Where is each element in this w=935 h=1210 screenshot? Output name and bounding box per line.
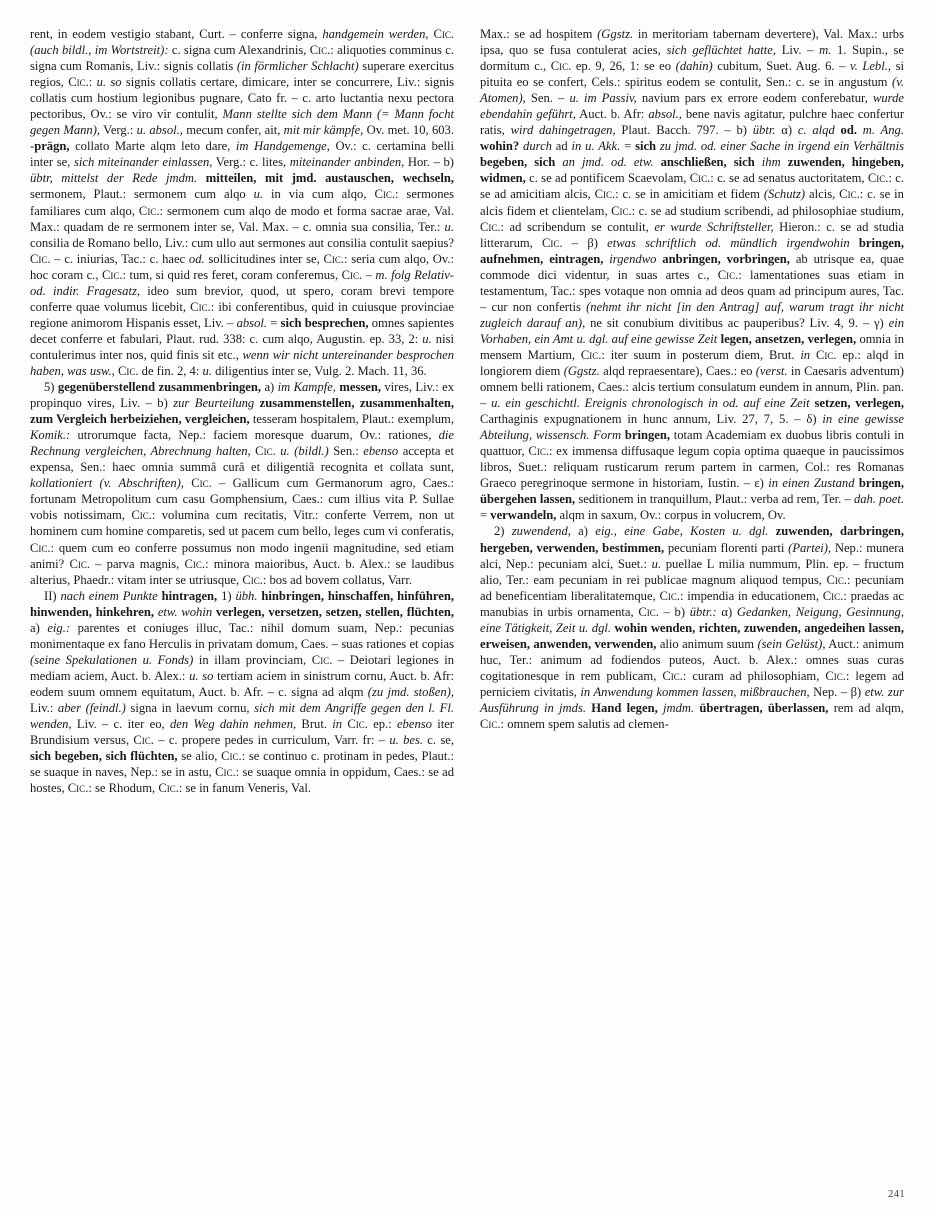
text-paragraph: Max.: se ad hospitem (Ggstz. in meritoriam tabernam devertere), Val. Max.: urbs ipsa, quo se fusa contulerat acies, sich geflüchtet hatte, Liv. – m. 1. Supin., se dormitum c., Cic. ep. 9, 26, 1: se eo (dahin) cubitum, Suet. Aug. 6. – v. Lebl., si pituita eo se confert, Cels.: spiritus eodem se contulit, Sen.: c. se in angustum (v. Atomen), Sen. – u. im Passiv, navium pars ex errore eodem conferebatur, wurde ebendahin geführt, Auct. b. Afr: absol., bene navis agitatur, pulchre haec confertur ratis, wird dahingetragen, Plaut. Bacch. 797. – b) übtr. α) c. alqd od. m. Ang. wohin? durch ad in u. Akk. = sich zu jmd. od. einer Sache in irgend ein Verhältnis begeben, sich an jmd. od. etw. anschließen, sich ihm zuwenden, hingeben, widmen, c. se ad pontificem Scaevolam, Cic.: c. se ad senatus auctoritatem, Cic.: c. se ad amicitiam alcis, Cic.: c. se in amicitiam et fidem (Schutz) alcis, Cic.: c. se in alcis fidem et clientelam, Cic.: c. se ad studium scribendi, ad philosophiae studium, Cic.: ad scribendum se contulit, er wurde Schriftsteller, Hieron.: c. se ad studia litterarum, Cic. – β) etwas schriftlich od. mündlich irgendwohin bringen, aufnehmen, eintragen, irgendwo anbringen, vorbringen, ab utrisque ea, quae commode dici videntur, in suas artes c., Cic.: lamentationes suas etiam in testamentum, Tac.: spes votaque non omnia ad deos quam ad principum aures, Tac. – cur non confertis (nehmt ihr nicht [in den Antrag] auf, warum tragt ihr nicht zugleich darauf an), ne sit conubium divitibus ac pauperibus? Liv. 4, 9. – γ) ein Vorhaben, ein Amt u. dgl. auf eine gewisse Zeit legen, ansetzen, verlegen, omnia in mensem Martium, Cic.: iter suum in posterum diem, Brut. in Cic. ep.: alqd in longiorem diem (Ggstz. alqd repraesentare), Caes.: eo (verst. in Caesaris adventum) omnem belli rationem, Caes.: alcis tertium consulatum eundem in annum, Plin. pan. – u. ein geschichtl. Ereignis chronologisch in od. auf eine Zeit setzen, verlegen, Carthaginis expugnationem in hunc annum, Liv. 27, 7, 5. – δ) in eine gewisse Abteilung, wissensch. Form bringen, totam Academiam ex duobus libris contuli in quattuor, Cic.: ex immensa diffusaque legum copia optima quaeque in paucissimos libros, Suet.: reliquam rusticarum rerum partem in carmen, Col.: res Romanas Graeco peregrinoque sermone in historiam, Iustin. – ε) in einen Zustand bringen, übergehen lassen, seditionem in tranquillum, Plaut.: verba ad rem, Ter. – dah. poet. = verwandeln, alqm in saxum, Ov.: corpus in volucrem, Ov.: [480, 27, 905, 523]
text-paragraph: 2) zuwendend, a) eig., eine Gabe, Kosten u. dgl. zuwenden, darbringen, hergeben, verwenden, bestimmen, pecuniam florenti parti (Partei), Nep.: munera alci, Nep.: pecuniam alci, Suet.: u. puellae L milia nummum, Plin. ep. – fructum alio, Ter.: eam pecuniam in rei publicae magnum aliquod tempus, Cic.: pecuniam ad beneficentiam liberalitatemque, Cic.: impendia in educationem, Cic.: praedas ac manubias in urbis ornamenta, Cic. – b) übtr.: α) Gedanken, Neigung, Gesinnung, eine Tätigkeit, Zeit u. dgl. wohin wenden, richten, zuwenden, angedeihen lassen, erweisen, anwenden, verwenden, alio animum suum (sein Gelüst), Auct.: animum huc, Ter.: animum ad fodiendos puteos, Auct. b. Alex.: omnes suas curas cogitationesque in rem publicam, Cic.: curam ad philosophiam, Cic.: legem ad perniciem civitatis, in Anwendung kommen lassen, mißbrauchen, Nep. – β) etw. zur Ausführung in jmds. Hand legen, jmdm. übertragen, überlassen, rem ad alqm, Cic.: omnem spem salutis ad clemen-: [480, 524, 905, 732]
text-paragraph: 5) gegenüberstellend zusammenbringen, a) im Kampfe, messen, vires, Liv.: ex propinquo vires, Liv. – b) zur Beurteilung zusammenstellen, zusammenhalten, zum Vergleich herbeiziehen, vergleichen, tesseram hospitalem, Plaut.: exemplum, Komik.: utrorumque facta, Nep.: faciem moresque duarum, Ov.: rationes, die Rechnung vergleichen, Abrechnung halten, Cic. u. (bildl.) Sen.: ebenso accepta et expensa, Sen.: haec omnia summâ curâ et diligentiâ recognita et collata sunt, kollationiert (v. Abschriften), Cic. – Gallicum cum Germanorum agro, Caes.: fortunam Metropolitum cum casu Gomphensium, Caes.: cum illius vita P. Sullae vobis notissimam, Cic.: volumina cum recitatis, Vitr.: conferte Verrem, non ut hominem cum homine comparetis, sed ut pacem cum bello, leges cum vi conferatis, Cic.: quem cum eo conferre possumus non modo ingenii magnitudine, sed etiam animi? Cic. – parva magnis, Cic.: minora maioribus, Auct. b. Alex.: se laudibus alterius, Phaedr.: vitam inter se utriusque, Cic.: bos ad bovem collatus, Varr.: [30, 380, 455, 587]
right-text-column: [480, 26, 904, 1166]
left-text-column: [30, 26, 454, 1166]
text-paragraph: II) nach einem Punkte hintragen, 1) übh. hinbringen, hinschaffen, hinführen, hinwenden, hinkehren, etw. wohin verlegen, versetzen, setzen, stellen, flüchten, a) eig.: parentes et coniuges illuc, Tac.: nihil domum suam, Nep.: pecunias monimentaque ex fano Herculis in privatam domum, Caes. – suas rationes et copias (seine Spekulationen u. Fonds) in illam provinciam, Cic. – Deiotari legiones in mediam aciem, Auct. b. Alex.: u. so tertiam aciem in sinistrum cornu, Auct. b. Afr: eodem suum omnem equitatum, Auct. b. Afr. – c. signa ad alqm (zu jmd. stoßen), Liv.: aber (feindl.) signa in laevum cornu, sich mit dem Angriffe gegen den l. Fl. wenden, Liv. – c. iter eo, den Weg dahin nehmen, Brut. in Cic. ep.: ebenso iter Brundisium versus, Cic. – c. propere pedes in curriculum, Varr. fr: – u. bes. c. se, sich begeben, sich flüchten, se alio, Cic.: se continuo c. protinam in pedes, Plaut.: se suaque in naves, Nep.: se in astu, Cic.: se suaque omnia in oppidum, Caes.: se ad hostes, Cic.: se Rhodum, Cic.: se in fanum Veneris, Val.: [30, 588, 455, 796]
text-paragraph: rent, in eodem vestigio stabant, Curt. – conferre signa, handgemein werden, Cic. (auch bildl., im Wortstreit): c. signa cum Alexandrinis, Cic.: aliquoties comminus c. signa cum Romanis, Liv.: signis collatis (in förmlicher Schlacht) superare exercitus regios, Cic.: u. so signis collatis certare, dimicare, inter se concurrere, Liv.: signis collatis cum hostium legionibus pugnare, Cato fr. – c. arto luctantia nexu pectora pectoribus, Ov.: se viro vir contulit, Mann stellte sich dem Mann (= Mann focht gegen Mann), Verg.: u. absol., mecum confer, ait, mit mir kämpfe, Ov. met. 10, 603. -prägn, collato Marte alqm leto dare, im Handgemenge, Ov.: c. certamina belli inter se, sich miteinander einlassen, Verg.: c. lites, miteinander anbinden, Hor. – b) übtr, mittelst der Rede jmdm. mitteilen, mit jmd. austauschen, wechseln, sermonem, Plaut.: sermonem cum alqo u. in via cum alqo, Cic.: sermones familiares cum alqo, Cic.: sermonem cum alqo de modo et forma sacrae arae, Val. Max.: quadam de re sermonem inter se, Val. Max. – c. omnia sua consilia, Ter.: u. consilia de Romano bello, Liv.: cum ullo aut sermones aut consilia contulit saepius? Cic. – c. iniurias, Tac.: c. haec od. sollicitudines inter se, Cic.: seria cum alqo, Ov.: hoc coram c., Cic.: tum, si quid res feret, coram conferemus, Cic. – m. folg Relativ- od. indir. Fragesatz, ideo sum brevior, quod, ut spero, coram brevi tempore conferre quae volumus licebit, Cic.: ibi conferentibus, quid in cuiusque provinciae regione animorom Hispanis esset, Liv. – absol. = sich besprechen, omnes sapientes decet conferre et fabulari, Plaut. rud. 338: c. cum alqo, Augustin. ep. 33, 2: u. nisi contulerimus inter nos, quid finis sit etc., wenn wir nicht untereinander besprochen haben, was usw., Cic. de fin. 2, 4: u. diligentius inter se, Vulg. 2. Mach. 11, 36.: [30, 27, 455, 378]
two-column-text-body: [30, 26, 905, 1166]
page-number: 241: [888, 1189, 905, 1200]
